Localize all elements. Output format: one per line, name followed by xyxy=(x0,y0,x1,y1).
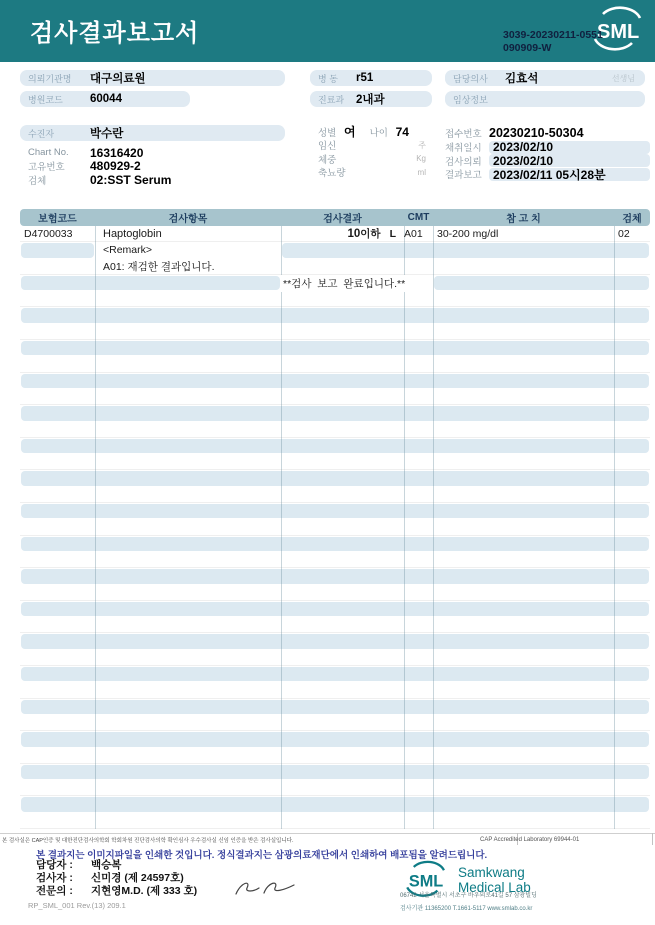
ordering-org-label: 의뢰기관명 xyxy=(28,73,72,84)
staff-block xyxy=(36,859,197,898)
field-ward xyxy=(310,70,432,86)
staff-examiner xyxy=(36,872,197,885)
table-empty-row xyxy=(20,324,650,340)
table-empty-row xyxy=(20,487,650,503)
staff-examiner-label: 검사자 : xyxy=(36,872,73,884)
info-right-column xyxy=(445,70,650,181)
column-divider xyxy=(404,226,405,829)
table-empty-row xyxy=(20,796,650,812)
request-date-label: 검사의뢰 xyxy=(445,156,482,168)
age-value: 74 xyxy=(395,124,409,139)
table-empty-row xyxy=(20,568,650,584)
footer-divider xyxy=(0,833,655,834)
field-collect-date xyxy=(445,141,650,154)
column-divider xyxy=(281,226,282,829)
result-reference-range: 30-200 mg/dl xyxy=(437,227,499,240)
table-empty-row xyxy=(20,666,650,682)
col-header-result: 검사결과 xyxy=(323,214,362,225)
table-empty-row xyxy=(20,682,650,698)
patient-value: 박수란 xyxy=(90,128,124,140)
table-empty-row xyxy=(20,340,650,356)
table-row-remark-body xyxy=(20,259,650,275)
staff-manager-label: 담당자 : xyxy=(36,859,73,871)
staff-specialist-label: 전문의 : xyxy=(36,885,73,897)
specimen-value: 02:SST Serum xyxy=(90,172,172,187)
table-empty-row xyxy=(20,405,650,421)
table-row-result xyxy=(20,226,650,242)
report-number-line2: 090909-W xyxy=(503,42,552,54)
lab-name-line2: Medical Lab xyxy=(458,880,531,895)
svg-text:SML: SML xyxy=(408,872,444,891)
page-title: 검사결과보고서 xyxy=(30,20,200,47)
staff-specialist xyxy=(36,885,197,898)
pregnancy-unit: 주 xyxy=(418,140,426,150)
table-empty-row xyxy=(20,780,650,796)
weight-unit: Kg xyxy=(416,154,426,163)
table-empty-row xyxy=(20,633,650,649)
ordering-org-value: 대구의료원 xyxy=(90,73,146,85)
field-receipt-no xyxy=(445,125,650,140)
result-cmt: A01 xyxy=(404,227,423,240)
accreditation-note-kr: 본 검사실은 CAP인증 및 대한진단검사의학회 학회차원 진단검사의학 확인심사 우수검사실 신임 인증을 받은 검사실입니다. xyxy=(2,838,294,844)
table-empty-row xyxy=(20,748,650,764)
ward-label: 병 동 xyxy=(318,73,338,84)
col-header-reference: 참 고 치 xyxy=(506,214,541,225)
report-date-label: 결과보고 xyxy=(445,170,482,181)
table-empty-row xyxy=(20,454,650,470)
table-empty-row xyxy=(20,470,650,486)
result-number: 10 xyxy=(347,228,361,241)
urine-label: 축뇨량 xyxy=(318,168,346,179)
report-date-value: 2023/02/11 05시28분 xyxy=(493,167,606,182)
col-header-test-name: 검사항목 xyxy=(168,214,208,225)
table-empty-row xyxy=(20,356,650,372)
table-empty-row xyxy=(20,503,650,519)
table-empty-row xyxy=(20,601,650,617)
field-doctor xyxy=(445,70,645,86)
table-empty-row xyxy=(20,585,650,601)
results-table xyxy=(20,209,650,829)
pregnancy-label: 임신 xyxy=(318,141,337,152)
svg-text:SML: SML xyxy=(597,21,640,43)
print-notice: 본 결과지는 이미지파일을 인쇄한 것입니다. 정식결과지는 삼광의료재단에서 인쇄하여 배포됨을 알려드립니다. xyxy=(36,850,488,861)
urine-unit: ml xyxy=(417,167,426,177)
info-middle-column xyxy=(310,70,438,179)
column-divider xyxy=(614,226,615,829)
sex-value: 여 xyxy=(344,125,356,139)
staff-manager-value: 백승복 xyxy=(91,859,122,871)
table-empty-row xyxy=(20,291,650,307)
header-bar xyxy=(0,0,655,62)
table-empty-row xyxy=(20,731,650,747)
table-row-remark xyxy=(20,242,650,258)
field-chart-no xyxy=(20,146,290,159)
col-header-cmt: CMT xyxy=(407,212,430,223)
field-clinical-info xyxy=(445,91,645,107)
table-header-row xyxy=(20,209,650,226)
sex-label: 성별 xyxy=(318,127,337,139)
footer-tick xyxy=(652,833,653,845)
field-report-date xyxy=(445,168,650,181)
table-empty-row xyxy=(20,764,650,780)
field-specimen xyxy=(20,173,290,186)
accreditation-note-en: CAP Accredited Laboratory 69944-01 xyxy=(480,837,580,843)
staff-examiner-value: 신미경 (제 24597호) xyxy=(91,872,184,884)
info-left-column xyxy=(20,70,290,187)
table-empty-row xyxy=(20,650,650,666)
remark-title: <Remark> xyxy=(103,244,153,257)
table-empty-row xyxy=(20,373,650,389)
result-test-name: Haptoglobin xyxy=(103,227,162,240)
doctor-value: 김효석 xyxy=(505,73,539,85)
signature-icon xyxy=(232,878,302,900)
table-empty-row xyxy=(20,536,650,552)
table-empty-row xyxy=(20,813,650,829)
uid-value: 480929-2 xyxy=(90,159,141,173)
chart-no-value: 16316420 xyxy=(90,145,144,160)
table-empty-row xyxy=(20,307,650,323)
lab-name-line1: Samkwang xyxy=(458,865,525,880)
table-empty-row xyxy=(20,422,650,438)
col-header-insurance-code: 보험코드 xyxy=(38,214,77,225)
table-empty-row xyxy=(20,438,650,454)
document-code: RP_SML_001 Rev.(13) 209.1 xyxy=(28,901,126,910)
table-empty-row xyxy=(20,389,650,405)
lab-contact: 검사기관 11365200 T.1661-5117 www.smlab.co.kr xyxy=(400,906,533,912)
staff-specialist-value: 지현영M.D. (제 333 호) xyxy=(91,885,198,897)
table-empty-row xyxy=(20,715,650,731)
report-complete-message: **검사 보고 완료입니다.** xyxy=(281,275,407,292)
table-empty-row xyxy=(20,519,650,535)
result-flag: L xyxy=(389,228,396,241)
collect-date-value: 2023/02/10 xyxy=(493,140,554,154)
department-value: 2내과 xyxy=(356,94,385,106)
table-empty-row xyxy=(20,699,650,715)
col-header-specimen: 검체 xyxy=(622,214,642,225)
table-row-complete xyxy=(20,275,650,291)
report-number-line1: 3039-20230211-0551 xyxy=(503,29,603,41)
column-divider xyxy=(433,226,434,829)
field-sex-age xyxy=(310,125,438,138)
result-suffix: 이하 xyxy=(360,228,381,241)
result-value xyxy=(281,226,404,241)
clinical-info-label: 임상정보 xyxy=(453,94,488,105)
age-label: 나이 xyxy=(369,127,388,139)
chart-no-label: Chart No. xyxy=(28,147,69,158)
result-specimen-code: 02 xyxy=(618,227,630,240)
specimen-label: 검체 xyxy=(28,175,47,187)
request-date-value: 2023/02/10 xyxy=(493,153,554,168)
report-number xyxy=(503,29,603,55)
field-department xyxy=(310,91,432,107)
doctor-label: 담당의사 xyxy=(453,73,488,84)
field-weight xyxy=(310,152,438,165)
field-pregnancy xyxy=(310,139,438,152)
hospital-code-label: 병원코드 xyxy=(28,94,63,105)
table-empty-rows xyxy=(20,291,650,829)
weight-label: 체중 xyxy=(318,154,337,166)
result-insurance-code: D4700033 xyxy=(24,227,73,240)
field-patient xyxy=(20,125,285,141)
receipt-no-value: 20230210-50304 xyxy=(489,125,584,140)
department-label: 진료과 xyxy=(318,94,345,105)
field-hospital-code xyxy=(20,91,190,107)
remark-text: A01: 재검한 결과입니다. xyxy=(103,260,215,273)
uid-label: 고유번호 xyxy=(28,162,65,173)
table-empty-row xyxy=(20,617,650,633)
collect-date-label: 채취일시 xyxy=(445,143,482,154)
hospital-code-value: 60044 xyxy=(90,93,122,105)
patient-label: 수진자 xyxy=(28,128,55,139)
receipt-no-label: 접수번호 xyxy=(445,128,482,140)
lab-address: 06742 서울특별시 서초구 바우뫼로41길 57 삼광빌딩 xyxy=(400,893,537,899)
field-ordering-org xyxy=(20,70,285,86)
column-divider xyxy=(95,226,96,829)
field-uid xyxy=(20,160,290,173)
field-urine xyxy=(310,166,438,179)
doctor-suffix: 선생님 xyxy=(611,73,635,83)
staff-manager xyxy=(36,859,197,872)
table-empty-row xyxy=(20,552,650,568)
ward-value: r51 xyxy=(356,72,374,84)
